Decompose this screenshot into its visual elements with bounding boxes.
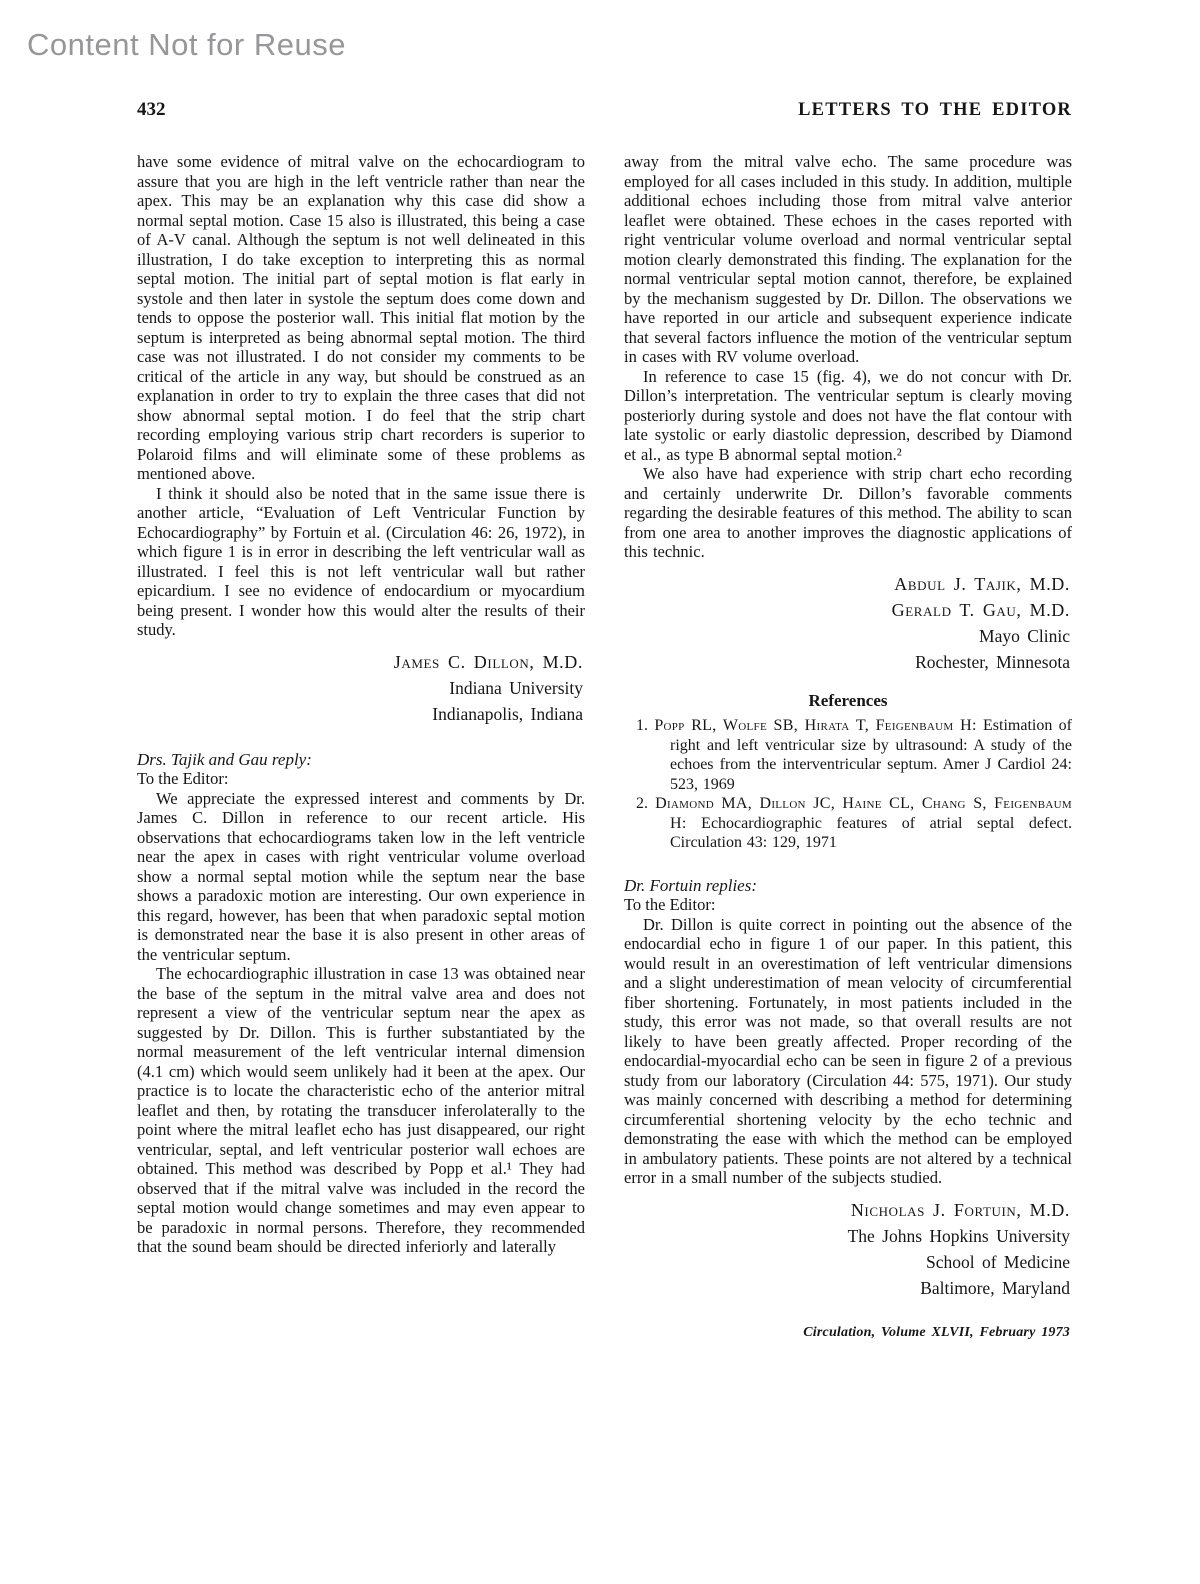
reference-text: Estimation of right and left ventricular size by ultrasound: A study of the echoes from the interventricular septum. Amer J Cardiol 24: 523, 1969 — [670, 717, 1072, 793]
signature-name: James C. Dillon, M.D. — [393, 651, 583, 672]
signature-affiliation: Baltimore, Maryland — [920, 1277, 1070, 1298]
signature-affiliation: Rochester, Minnesota — [915, 651, 1070, 672]
reference-authors: Popp RL, Wolfe SB, Hirata T, Feigenbaum H: — [654, 717, 977, 734]
left-column — [137, 152, 585, 1257]
dillon-signature-block — [137, 649, 583, 727]
section-header: LETTERS TO THE EDITOR — [798, 100, 1072, 120]
salutation: To the Editor: — [137, 769, 229, 788]
reference-item — [624, 794, 1072, 853]
reference-authors: Diamond MA, Dillon JC, Haine CL, Chang S, Feigenbaum H: — [655, 795, 1072, 832]
signature-affiliation: Indianapolis, Indiana — [432, 703, 583, 724]
tajik-gau-signature-block — [624, 571, 1070, 675]
page-number: 432 — [137, 99, 166, 120]
signature-name: Gerald T. Gau, M.D. — [891, 599, 1070, 620]
reference-item — [624, 716, 1072, 794]
reference-number: 2. — [636, 795, 648, 812]
fortuin-reply-heading: Dr. Fortuin replies: — [624, 875, 758, 895]
tajik-reply-heading: Drs. Tajik and Gau reply: — [137, 749, 312, 769]
signature-affiliation: Indiana University — [449, 677, 583, 698]
fortuin-signature-block — [624, 1197, 1070, 1301]
salutation: To the Editor: — [624, 895, 716, 914]
dillon-letter-paragraph: I think it should also be noted that in the same issue there is another article, “Evaluation of Left Ventricular Function by Echocardiography” by Fortuin et al. (Circulation 46: 26, 1972), in which figure 1 is in error in describing the left ventricular wall as illustrated. I feel this is not left ventricular wall but rather epicardium. I see no evidence of endocardium or myocardium being present. I wonder how this would alter the results of their study. — [137, 483, 585, 639]
signature-name: Nicholas J. Fortuin, M.D. — [850, 1199, 1070, 1220]
signature-affiliation: The Johns Hopkins University — [847, 1225, 1070, 1246]
tajik-reply-paragraph: We also have had experience with strip chart echo recording and certainly underwrite Dr. Dillon’s favorable comments regarding the desirable features of this method. The ability to scan from one area to another improves the diagnostic applications of this technic. — [624, 464, 1072, 561]
reference-number: 1. — [636, 717, 648, 734]
reference-text: Echocardiographic features of atrial septal defect. Circulation 43: 129, 1971 — [670, 814, 1072, 851]
dillon-letter-continuation-paragraph: have some evidence of mitral valve on the echocardiogram to assure that you are high in the left ventricle rather than near the apex. This may be an explanation why this case did show a normal septal motion. Case 15 also is illustrated, this being a case of A-V canal. Although the septum is not well delineated in this illustration, I do take exception to interpreting this as normal septal motion. The initial part of septal motion is flat early in systole and then later in systole the septum does come down and tends to oppose the posterior wall. This initial flat motion by the septum is interpreted as being abnormal septal motion. The third case was not illustrated. I do not consider my comments to be critical of the article in any way, but should be construed as an explanation in order to try to explain the three cases that did not show abnormal septal motion. I do feel that the strip chart recording employing various strip chart recorders is superior to Polaroid films and will eliminate some of these problems as mentioned above. — [137, 152, 585, 483]
tajik-reply-paragraph: The echocardiographic illustration in case 13 was obtained near the base of the septum in the mitral valve area and does not represent a view of the ventricular septum near the apex as suggested by Dr. Dillon. This is further substantiated by the normal measurement of the left ventricular internal dimension (4.1 cm) which would seem unlikely had it been at the apex. Our practice is to locate the characteristic echo of the anterior mitral leaflet and then, by rotating the transducer inferolaterally to the point where the mitral leaflet echo has just disappeared, our right ventricular, septal, and left ventricular posterior wall echoes are obtained. This method was described by Popp et al.¹ They had observed that if the mitral valve was included in the record the septal motion would change sometimes and may even appear to be paradoxic in normal persons. Therefore, they recommended that the sound beam should be directed inferiorly and laterally — [137, 964, 585, 1256]
fortuin-reply-paragraph: Dr. Dillon is quite correct in pointing out the absence of the endocardial echo in figure 1 of our paper. In this patient, this would result in an overestimation of left ventricular dimensions and a slight underestimation of mean velocity of circumferential fiber shortening. Fortunately, in most patients included in the study, this error was not made, so that overall results are not likely to have been greatly affected. Proper recording of the endocardial-myocardial echo can be seen in figure 2 of a previous study from our laboratory (Circulation 44: 575, 1971). Our study was mainly concerned with describing a method for determining circumferential shortening velocity by the echo technic and demonstrating the ease with which the method can be employed in ambulatory patients. These points are not altered by a technical error in a small number of the subjects studied. — [624, 914, 1072, 1187]
signature-affiliation: School of Medicine — [925, 1251, 1070, 1272]
journal-footer: Circulation, Volume XLVII, February 1973 — [803, 1324, 1070, 1340]
right-column — [624, 152, 1072, 1342]
tajik-reply-continuation-paragraph: away from the mitral valve echo. The same procedure was employed for all cases included in this study. In addition, multiple additional echoes including those from mitral valve anterior leaflet were obtained. These echoes in the cases reported with right ventricular volume overload and normal ventricular septal motion clearly demonstrated this finding. The explanation for the normal ventricular septal motion cannot, therefore, be explained by the mechanism suggested by Dr. Dillon. The observations we have reported in our article and subsequent experience indicate that several factors influence the motion of the ventricular septum in cases with RV volume overload. — [624, 152, 1072, 366]
references-heading: References — [808, 690, 888, 710]
tajik-reply-paragraph: In reference to case 15 (fig. 4), we do not concur with Dr. Dillon’s interpretation. The ventricular septum is clearly moving posteriorly during systole and does not have the flat contour with late systolic or early diastolic depression, described by Diamond et al., as type B abnormal septal motion.² — [624, 366, 1072, 464]
signature-name: Abdul J. Tajik, M.D. — [894, 573, 1070, 594]
watermark-text: Content Not for Reuse — [27, 27, 346, 62]
tajik-reply-paragraph: We appreciate the expressed interest and comments by Dr. James C. Dillon in reference to our recent article. His observations that echocardiograms taken low in the left ventricle near the apex in cases with right ventricular volume overload show a normal septal motion while the septum near the base shows a paradoxic motion are interesting. Our own experience in this regard, however, has been that when paradoxic septal motion is demonstrated near the base it is also present in other areas of the ventricular septum. — [137, 788, 585, 964]
signature-affiliation: Mayo Clinic — [979, 625, 1070, 646]
